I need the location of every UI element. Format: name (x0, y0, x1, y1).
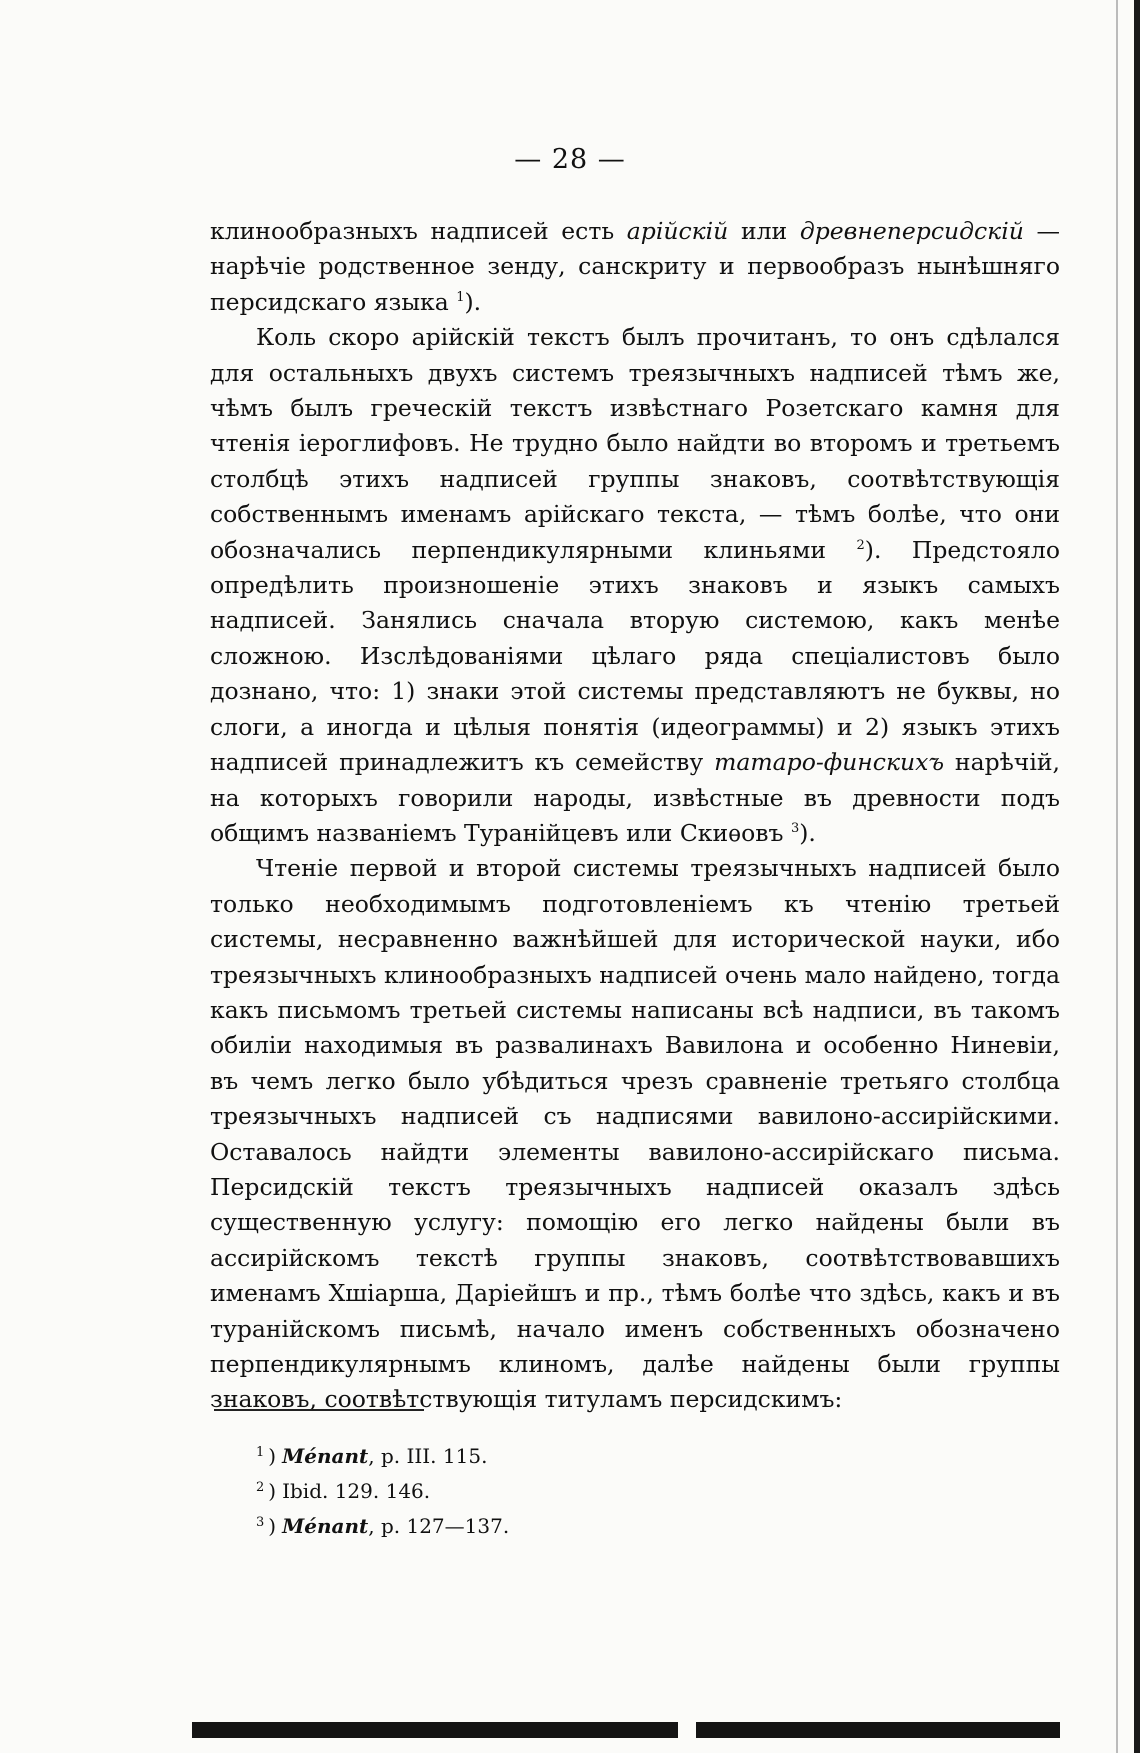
page-edge-line (1116, 0, 1118, 1753)
paragraph (210, 851, 1060, 1418)
footnote (256, 1472, 509, 1507)
footnote-mark: 1 (256, 1445, 265, 1460)
scan-bar-right (696, 1722, 1060, 1738)
paragraph (210, 320, 1060, 851)
footnote-text: , p. III. 115. (368, 1444, 488, 1468)
body-text (210, 214, 1060, 1418)
footnotes (256, 1437, 509, 1542)
italic-term: древнеперсидскій (799, 217, 1024, 245)
footnote (256, 1437, 509, 1472)
footnote-paren: ) (268, 1479, 277, 1503)
footnote-text: Ibid. 129. 146. (282, 1479, 431, 1503)
text-run: Коль скоро арійскій текстъ былъ прочитанъ, то онъ сдѣлался для остальныхъ двухъ системъ треязычныхъ надписей тѣмъ же, чѣмъ былъ греческій текстъ извѣстнаго Розетскаго камня для чтенія іероглифовъ. Не трудно было найдти во второмъ и третьемъ столбцѣ этихъ надписей группы знаковъ, соотвѣтствующія собственнымъ именамъ арійскаго текста, — тѣмъ болѣе, что они обозначались перпендикулярными клиньями (210, 323, 1060, 564)
footnote-mark: 3 (256, 1515, 265, 1530)
footnote-rule (214, 1409, 424, 1411)
footnote-paren: ) (268, 1444, 277, 1468)
text-run: ). Предстояло опредѣлить произношеніе этихъ знаковъ и языкъ самыхъ надписей. Занялись сначала вторую системою, какъ менѣе сложною. Изслѣдованіями цѣлаго ряда спеціалистовъ было дознано, что: 1) знаки этой системы представляютъ не буквы, но слоги, а иногда и цѣлыя понятія (идеограммы) и 2) языкъ этихъ надписей принадлежитъ къ семейству (210, 535, 1060, 777)
text-run: Чтеніе первой и второй системы треязычныхъ надписей было только необходимымъ подготовленіемъ къ чтенію третьей системы, несравненно важнѣйшей для исторической науки, ибо треязычныхъ клинообразныхъ надписей очень мало найдено, тогда какъ письмомъ третьей системы написаны всѣ надписи, въ такомъ обиліи находимыя въ развалинахъ Вавилона и особенно Ниневіи, въ чемъ легко было убѣдиться чрезъ сравненіе третьяго столбца треязычныхъ надписей съ надписями вавилоно-ассирійскими. Оставалось найдти элементы вавилоно-ассирійскаго письма. Персидскій текстъ треязычныхъ надписей оказалъ здѣсь существенную услугу: помощію его легко найдены были въ ассирійскомъ текстѣ группы знаковъ, соотвѣтствовавшихъ именамъ Хшіарша, Даріейшъ и пр., тѣмъ болѣе что здѣсь, какъ и въ туранійскомъ письмѣ, начало именъ собственныхъ обозначено перпендикулярнымъ клиномъ, далѣе найдены были группы знаковъ, соотвѣтствующія титуламъ персидскимъ: (210, 854, 1060, 1414)
footnote-ref: 3 (790, 820, 800, 836)
footnote-ref: 1 (456, 289, 465, 305)
page-number: — 28 — (514, 144, 626, 175)
page-edge-shadow (1134, 0, 1140, 1753)
scan-bar-left (192, 1722, 678, 1738)
text-run: клинообразныхъ надписей есть (210, 217, 627, 245)
text-run: ). (464, 287, 482, 316)
footnote-mark: 2 (256, 1480, 265, 1495)
footnote (256, 1507, 509, 1542)
text-run: — нарѣчіе родственное зенду, санскриту и первообразъ нынѣшняго персидскаго языка (210, 217, 1060, 316)
text-run: или (728, 217, 800, 245)
text-run: ). (799, 818, 816, 847)
footnote-paren: ) (268, 1514, 277, 1538)
italic-term: татаро-финскихъ (714, 748, 945, 777)
text-run: нарѣчій, на которыхъ говорили народы, извѣстные въ древности подъ общимъ названіемъ Туранійцевъ или Скиѳовъ (210, 748, 1060, 847)
footnote-text: , p. 127—137. (368, 1514, 510, 1538)
italic-term: арійскій (626, 217, 729, 245)
paragraph (210, 214, 1060, 320)
footnote-author: Ménant (282, 1514, 369, 1538)
footnote-author: Ménant (282, 1444, 369, 1468)
footnote-ref: 2 (856, 537, 865, 553)
